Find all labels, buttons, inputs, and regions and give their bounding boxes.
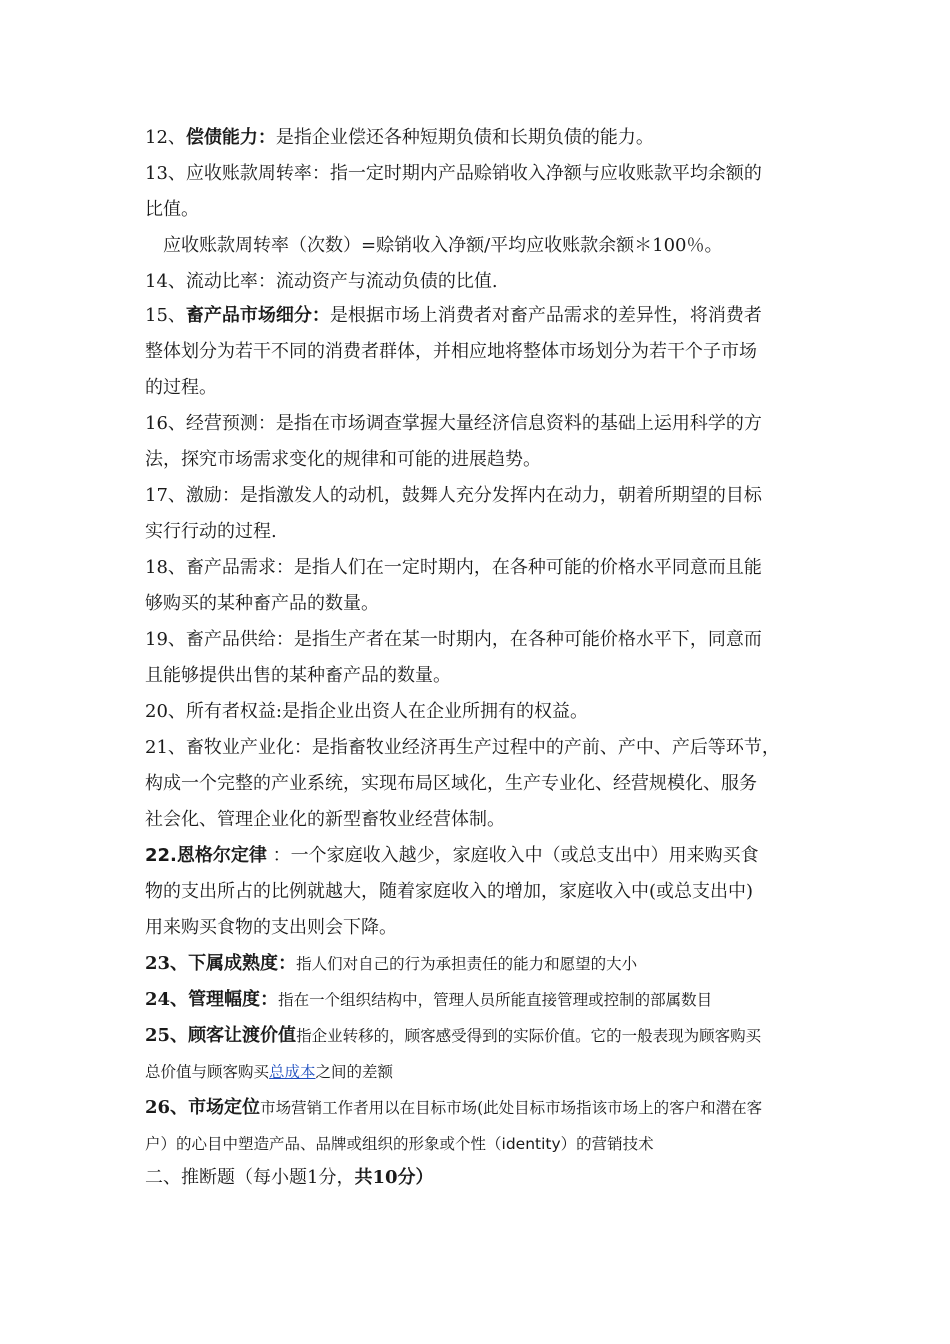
entry-25-line-1 xyxy=(145,1025,761,1047)
section-heading-text: 共 xyxy=(354,1167,373,1188)
section-2-heading xyxy=(145,1167,434,1189)
entry-text: 市场营销工作者用以在目标市场(此处目标市场指该市场上的客户和潜在客 xyxy=(260,1099,763,1117)
entry-22-line-2: 物的支出所占的比例就越大，随着家庭收入的增加，家庭收入中(或总支出中) xyxy=(145,881,754,902)
entry-21-line-1: 21、畜牧业产业化：是指畜牧业经济再生产过程中的产前、产中、产后等环节， xyxy=(145,737,780,758)
section-heading-text: 分） xyxy=(397,1167,434,1188)
entry-colon: ： xyxy=(257,127,276,148)
entry-25-line-2 xyxy=(145,1061,393,1083)
entry-16-line-1: 16、经营预测：是指在市场调查掌握大量经济信息资料的基础上运用科学的方 xyxy=(145,413,762,434)
entry-term: 下属成熟度 xyxy=(188,953,279,974)
entry-term: 偿债能力 xyxy=(185,127,258,148)
entry-text: 总价值与顾客购买 xyxy=(145,1063,270,1081)
entry-term: 恩格尔定律 xyxy=(176,845,267,866)
entry-13-formula: 应收账款周转率（次数）=赊销收入净额/平均应收账款余额＊100％。 xyxy=(163,235,723,256)
section-heading-number: 1 xyxy=(307,1167,319,1188)
entry-24 xyxy=(145,989,712,1011)
entry-text: 户）的心目中塑造产品、品牌或组织的形象或个性（ xyxy=(145,1135,502,1153)
entry-number: 25、 xyxy=(145,1025,189,1046)
entry-text: 之间的差额 xyxy=(315,1063,394,1081)
entry-term: 畜产品市场细分 xyxy=(185,305,312,326)
entry-text: 指在一个组织结构中，管理人员所能直接管理或控制的部属数目 xyxy=(278,991,713,1009)
entry-number: 23、 xyxy=(145,953,189,974)
entry-text: ）的营销技术 xyxy=(560,1135,654,1153)
entry-text: 应收账款周转率：指一定时期内产品赊销收入净额与应收账款平均余额的 xyxy=(185,163,762,184)
entry-text: 是指企业偿还各种短期负债和长期负债的能力。 xyxy=(275,127,654,148)
entry-15-line-3: 的过程。 xyxy=(145,377,217,398)
entry-colon: ： xyxy=(311,305,330,326)
entry-colon: ： xyxy=(260,989,279,1010)
total-cost-link[interactable]: 总成本 xyxy=(269,1063,316,1081)
entry-22-line-1 xyxy=(145,845,759,867)
entry-number: 22. xyxy=(145,845,177,866)
entry-19-line-1: 19、畜产品供给：是指生产者在某一时期内，在各种可能价格水平下，同意而 xyxy=(145,629,762,650)
entry-18-line-1: 18、畜产品需求：是指人们在一定时期内，在各种可能的价格水平同意而且能 xyxy=(145,557,762,578)
entry-18-line-2: 够购买的某种畜产品的数量。 xyxy=(145,593,379,614)
entry-12 xyxy=(145,127,654,149)
entry-english-term: identity xyxy=(501,1135,561,1153)
section-heading-number: 10 xyxy=(372,1167,398,1188)
entry-colon: ： xyxy=(278,953,297,974)
entry-13-line-1 xyxy=(145,163,762,185)
entry-14: 14、流动比率：流动资产与流动负债的比值. xyxy=(145,271,498,292)
entry-19-line-2: 且能够提供出售的某种畜产品的数量。 xyxy=(145,665,451,686)
entry-21-line-2: 构成一个完整的产业系统，实现布局区域化，生产专业化、经营规模化、服务 xyxy=(145,773,757,794)
entry-number: 13、 xyxy=(145,163,186,184)
entry-term: 顾客让渡价值 xyxy=(188,1025,297,1046)
entry-text: 是根据市场上消费者对畜产品需求的差异性，将消费者 xyxy=(329,305,762,326)
entry-term: 管理幅度 xyxy=(188,989,261,1010)
entry-term: 市场定位 xyxy=(188,1097,261,1118)
entry-text: 指人们对自己的行为承担责任的能力和愿望的大小 xyxy=(296,955,638,973)
entry-number: 24、 xyxy=(145,989,189,1010)
entry-16-line-2: 法，探究市场需求变化的规律和可能的进展趋势。 xyxy=(145,449,541,470)
entry-number: 12、 xyxy=(145,127,186,148)
entry-text: ：一个家庭收入越少，家庭收入中（或总支出中）用来购买食 xyxy=(266,845,759,866)
entry-26-line-2 xyxy=(145,1133,654,1155)
entry-number: 26、 xyxy=(145,1097,189,1118)
section-heading-text: 分， xyxy=(318,1167,355,1188)
entry-23 xyxy=(145,953,637,975)
entry-20: 20、所有者权益:是指企业出资人在企业所拥有的权益。 xyxy=(145,701,588,722)
entry-17-line-2: 实行行动的过程. xyxy=(145,521,277,542)
entry-13-line-2: 比值。 xyxy=(145,199,199,220)
entry-22-line-3: 用来购买食物的支出则会下降。 xyxy=(145,917,397,938)
entry-15-line-1 xyxy=(145,305,762,327)
entry-number: 15、 xyxy=(145,305,186,326)
entry-15-line-2: 整体划分为若干不同的消费者群体，并相应地将整体市场划分为若干个子市场 xyxy=(145,341,757,362)
entry-text: 指企业转移的，顾客感受得到的实际价值。它的一般表现为顾客购买 xyxy=(296,1027,762,1045)
entry-26-line-1 xyxy=(145,1097,762,1119)
entry-21-line-3: 社会化、管理企业化的新型畜牧业经营体制。 xyxy=(145,809,505,830)
section-heading-text: 二、推断题（每小题 xyxy=(145,1167,307,1188)
entry-17-line-1: 17、激励：是指激发人的动机，鼓舞人充分发挥内在动力，朝着所期望的目标 xyxy=(145,485,762,506)
